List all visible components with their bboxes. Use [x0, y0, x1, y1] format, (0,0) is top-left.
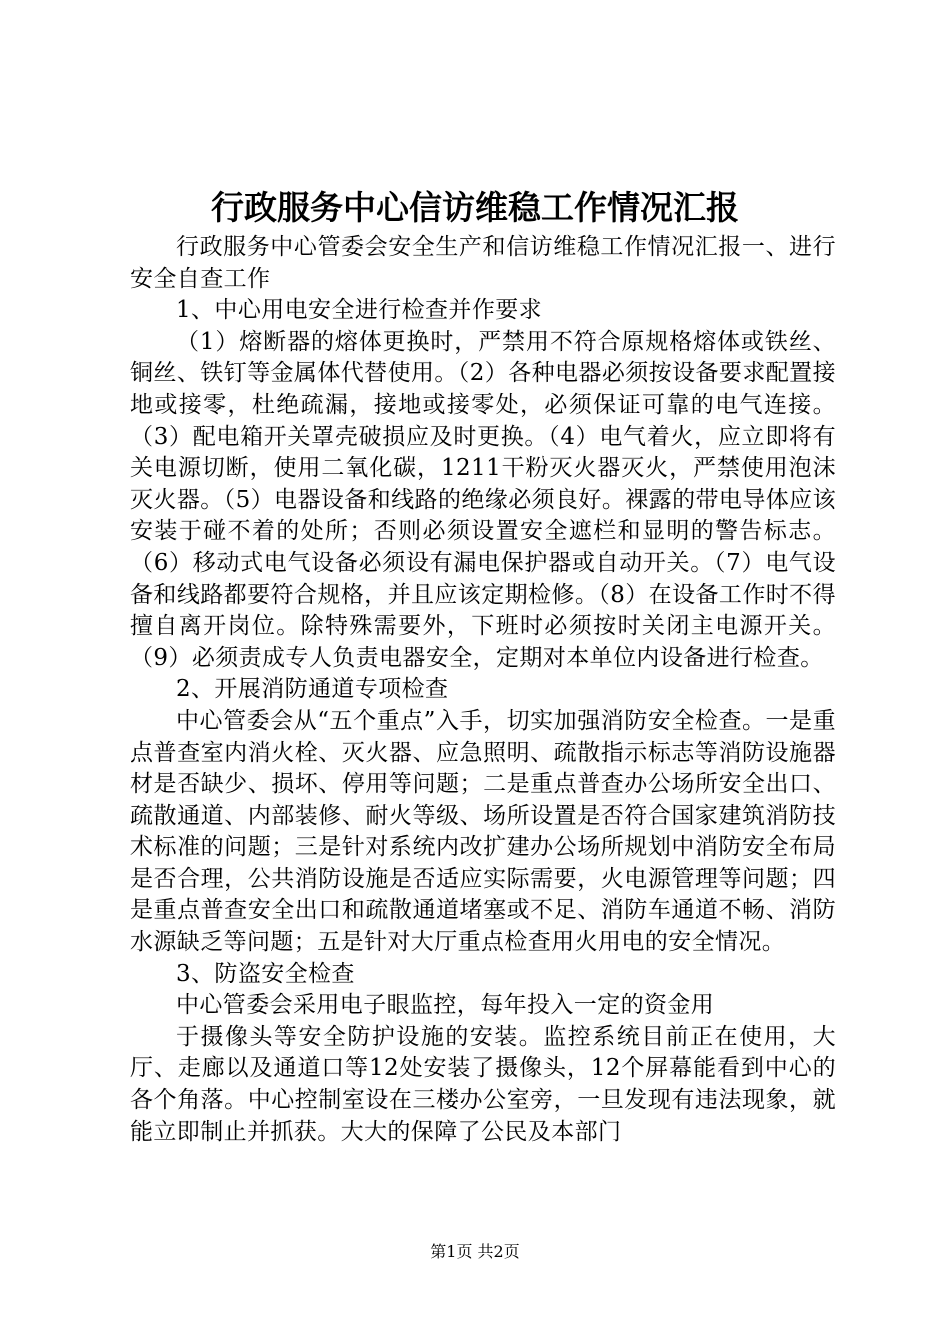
paragraph-surveillance-intro: 中心管委会采用电子眼监控，每年投入一定的资金用 [176, 992, 715, 1019]
paragraph-surveillance-detail: 于摄像头等安全防护设施的安装。监控系统目前正在使用，大厅、走廊以及通道口等12处安装了摄像头，12个屏幕能看到中心的各个角落。中心控制室设在三楼办公室旁，一旦发现有违法现象，就能立即制止并抓获。大大的保障了公民及本部门 [130, 1023, 836, 1145]
heading-electrical-safety: 1、中心用电安全进行检查并作要求 [176, 297, 543, 324]
paragraph-electrical-rules: （1）熔断器的熔体更换时，严禁用不符合原规格熔体或铁丝、铜丝、铁钉等金属体代替使用。（2）各种电器必须按设备要求配置接地或接零，杜绝疏漏，接地或接零处，必须保证可靠的电气连接。（3）配电箱开关罩壳破损应及时更换。（4）电气着火，应立即将有关电源切断，使用二氧化碳，1211干粉灭火器灭火，严禁使用泡沫灭火器。（5）电器设备和线路的绝缘必须良好。裸露的带电导体应该安装于碰不着的处所；否则必须设置安全遮栏和显明的警告标志。（6）移动式电气设备必须设有漏电保护器或自动开关。（7）电气设备和线路都要符合规格，并且应该定期检修。（8）在设备工作时不得擅自离开岗位。除特殊需要外，下班时必须按时关闭主电源开关。（9）必须责成专人负责电器安全，定期对本单位内设备进行检查。 [130, 328, 836, 671]
page-number: 第1页 共2页 [430, 1242, 520, 1261]
paragraph-intro: 行政服务中心管委会安全生产和信访维稳工作情况汇报一、进行安全自查工作 [130, 234, 836, 292]
document-body [130, 232, 836, 1148]
heading-fire-passage: 2、开展消防通道专项检查 [176, 676, 449, 703]
heading-anti-theft: 3、防盗安全检查 [176, 960, 355, 987]
paragraph-fire-inspection: 中心管委会从“五个重点”入手，切实加强消防安全检查。一是重点普查室内消火栓、灭火器、应急照明、疏散指示标志等消防设施器材是否缺少、损坏、停用等问题；二是重点普查办公场所安全出口、疏散通道、内部装修、耐火等级、场所设置是否符合国家建筑消防技术标准的问题；三是针对系统内改扩建办公场所规划中消防安全布局是否合理，公共消防设施是否适应实际需要，火电源管理等问题；四是重点普查安全出口和疏散通道堵塞或不足、消防车通道不畅、消防水源缺乏等问题；五是针对大厅重点检查用火用电的安全情况。 [130, 707, 836, 956]
document-title: 行政服务中心信访维稳工作情况汇报 [211, 188, 739, 227]
